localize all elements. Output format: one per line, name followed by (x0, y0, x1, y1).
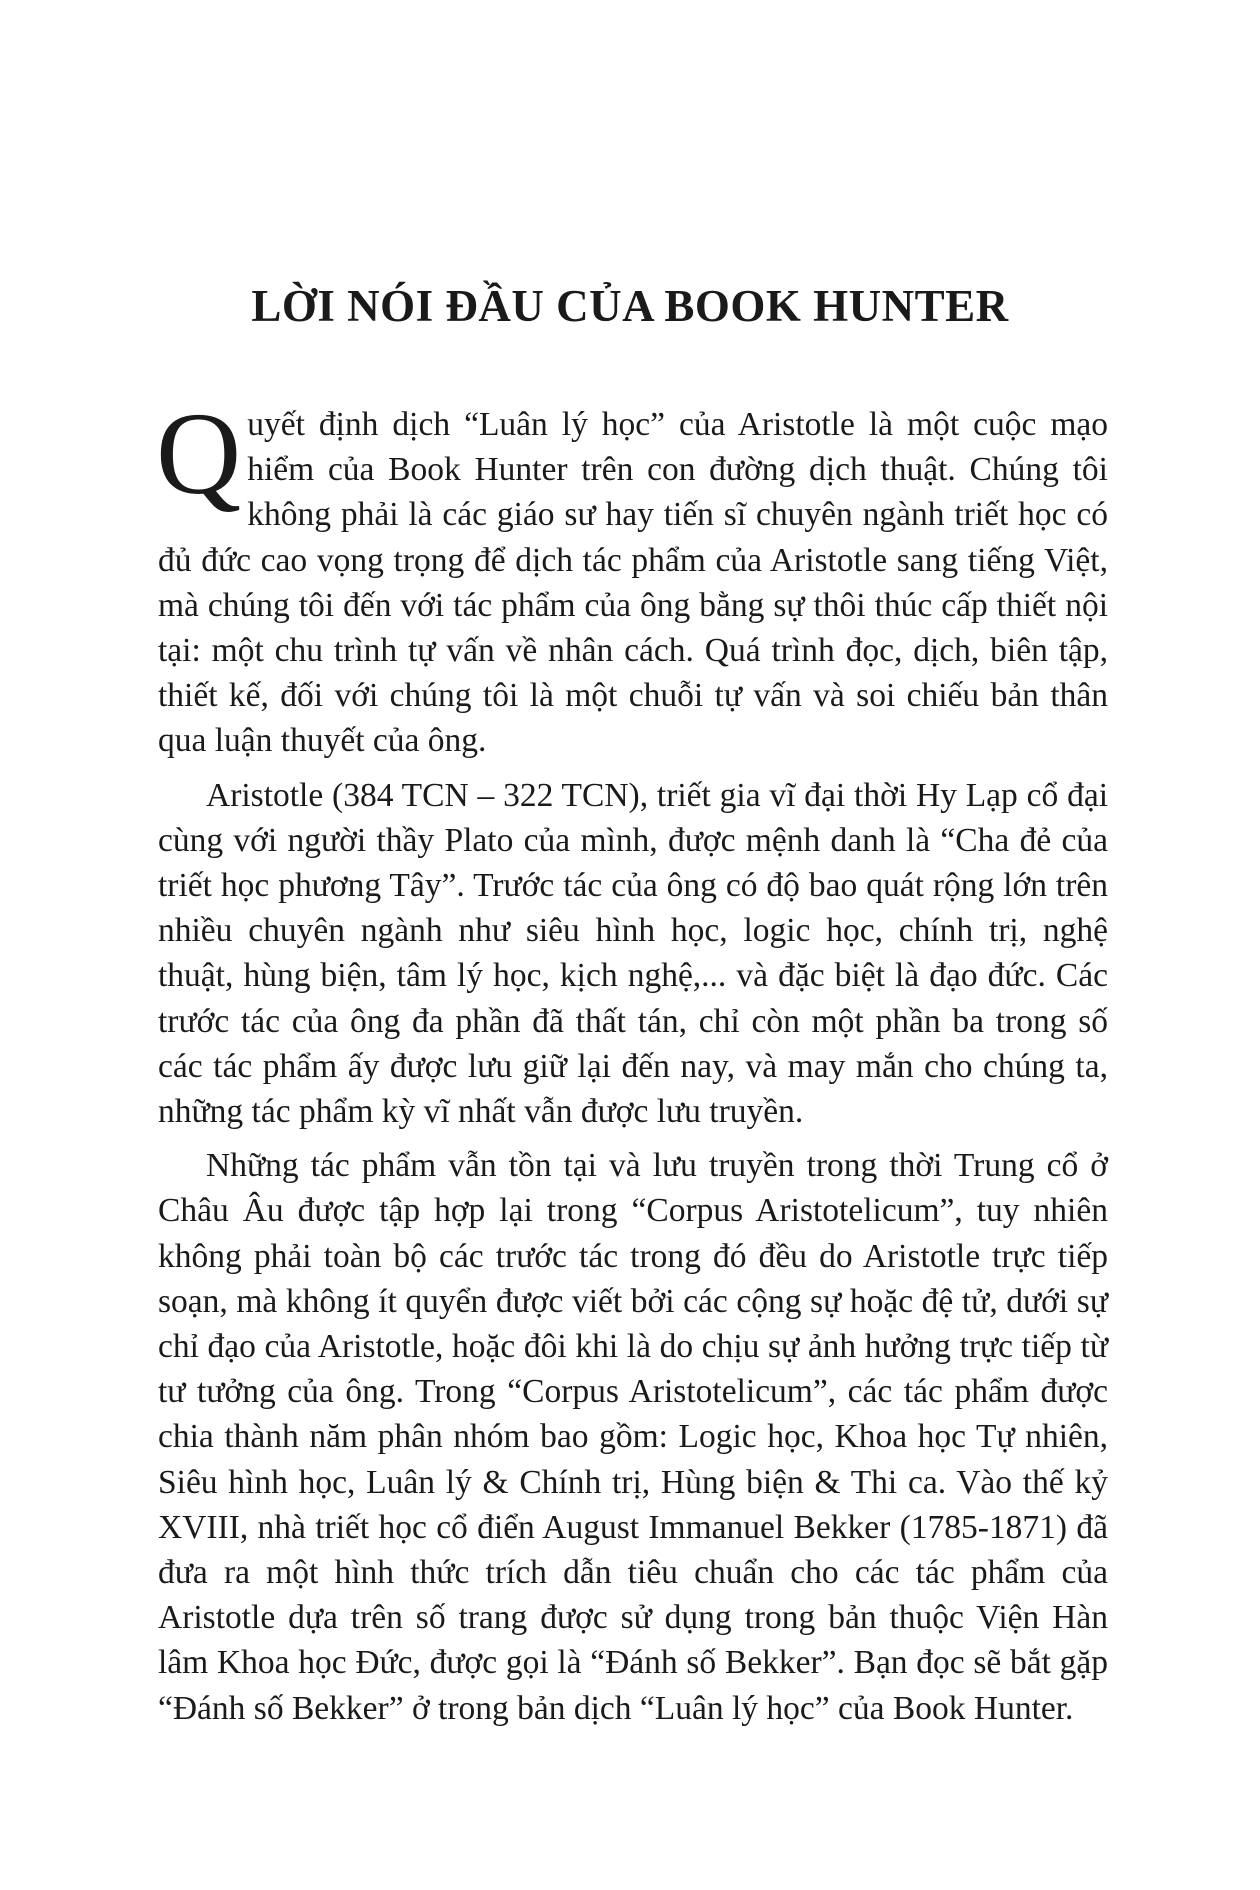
paragraph-2: Aristotle (384 TCN – 322 TCN), triết gia vĩ đại thời Hy Lạp cổ đại cùng với người thầy Plato của mình, được mệnh danh là “Cha đẻ của triết học phương Tây”. Trước tác của ông có độ bao quát rộng lớn trên nhiều chuyên ngành như siêu hình học, logic học, chính trị, nghệ thuật, hùng biện, tâm lý học, kịch nghệ,... và đặc biệt là đạo đức. Các trước tác của ông đa phần đã thất tán, chỉ còn một phần ba trong số các tác phẩm ấy được lưu giữ lại đến nay, và may mắn cho chúng ta, những tác phẩm kỳ vĩ nhất vẫn được lưu truyền. (158, 776, 1108, 1131)
paragraph-1 (156, 388, 1108, 764)
drop-cap: Q (156, 388, 242, 519)
paragraph-1-text: uyết định dịch “Luân lý học” của Aristotle là một cuộc mạo hiểm của Book Hunter trên con đường dịch thuật. Chúng tôi không phải là các giáo sư hay tiến sĩ chuyên ngành triết học có đủ đức cao vọng trọng để dịch tác phẩm của Aristotle sang tiếng Việt, mà chúng tôi đến với tác phẩm của ông bằng sự thôi thúc cấp thiết nội tại: một chu trình tự vấn về nhân cách. Quá trình đọc, dịch, biên tập, thiết kế, đối với chúng tôi là một chuỗi tự vấn và soi chiếu bản thân qua luận thuyết của ông. (158, 406, 1108, 760)
body-text (156, 388, 1108, 1740)
paragraph-3: Những tác phẩm vẫn tồn tại và lưu truyền trong thời Trung cổ ở Châu Âu được tập hợp lại trong “Corpus Aristotelicum”, tuy nhiên không phải toàn bộ các trước tác trong đó đều do Aristotle trực tiếp soạn, mà không ít quyển được viết bởi các cộng sự hoặc đệ tử, dưới sự chỉ đạo của Aristotle, hoặc đôi khi là do chịu sự ảnh hưởng trực tiếp từ tư tưởng của ông. Trong “Corpus Aristotelicum”, các tác phẩm được chia thành năm phân nhóm bao gồm: Logic học, Khoa học Tự nhiên, Siêu hình học, Luân lý & Chính trị, Hùng biện & Thi ca. Vào thế kỷ XVIII, nhà triết học cổ điển August Immanuel Bekker (1785-1871) đã đưa ra một hình thức trích dẫn tiêu chuẩn cho các tác phẩm của Aristotle dựa trên số trang được sử dụng trong bản thuộc Viện Hàn lâm Khoa học Đức, được gọi là “Đánh số Bekker”. Bạn đọc sẽ bắt gặp “Đánh số Bekker” ở trong bản dịch “Luân lý học” của Book Hunter. (158, 1147, 1108, 1727)
chapter-title: LỜI NÓI ĐẦU CỦA BOOK HUNTER (251, 281, 1009, 331)
